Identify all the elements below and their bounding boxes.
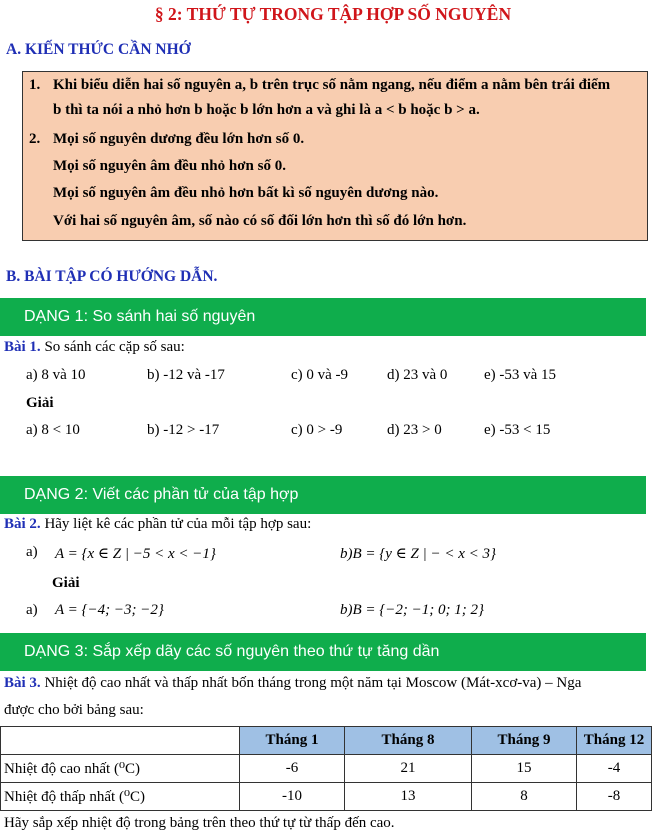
ex1-question: Bài 1. So sánh các cặp số sau: [4, 339, 185, 355]
table-cell: -4 [577, 755, 652, 783]
ex2-question: Bài 2. Hãy liệt kê các phần tử của mỗi tập hợp sau: [4, 516, 312, 532]
ex2-set-a: A = {x ∈ Z | −5 < x < −1} [55, 546, 216, 562]
ex1-item-d: d) 23 và 0 [387, 367, 448, 383]
table-cell: 21 [345, 755, 472, 783]
section-b-heading: B. BÀI TẬP CÓ HƯỚNG DẪN. [6, 268, 218, 285]
table-header-month8: Tháng 8 [345, 727, 472, 755]
table-cell: -6 [240, 755, 345, 783]
table-cell: 15 [472, 755, 577, 783]
knowledge-item-2-line2: Mọi số nguyên âm đều nhỏ hơn số 0. [53, 158, 286, 174]
ex2-set-b: b)B = {y ∈ Z | − < x < 3} [340, 546, 497, 562]
ex1-answer-e: e) -53 < 15 [484, 422, 551, 438]
table-cell: 13 [345, 783, 472, 811]
knowledge-item-1-cont: b thì ta nói a nhỏ hơn b hoặc b lớn hơn a và ghi là a < b hoặc b > a. [53, 102, 480, 118]
ex3-question-cont: được cho bởi bảng sau: [4, 702, 144, 718]
ex2-answer-b: b)B = {−2; −1; 0; 1; 2} [340, 602, 485, 618]
table-cell: 8 [472, 783, 577, 811]
table-header-month1: Tháng 1 [240, 727, 345, 755]
table-header-month12: Tháng 12 [577, 727, 652, 755]
dang1-banner: DẠNG 1: So sánh hai số nguyên [0, 298, 646, 336]
ex2-solution-label: Giải [52, 575, 80, 591]
row-label-high: Nhiệt độ cao nhất (⁰C) [1, 755, 240, 783]
knowledge-item-2-line4: Với hai số nguyên âm, số nào có số đối lớn hơn thì số đó lớn hơn. [53, 213, 467, 229]
table-row [1, 755, 652, 783]
ex3-question: Bài 3. Nhiệt độ cao nhất và thấp nhất bốn tháng trong một năm tại Moscow (Mát-xcơ-va) – Nga [4, 675, 582, 691]
ex2-answer-a: A = {−4; −3; −2} [55, 602, 164, 618]
table-header-empty [1, 727, 240, 755]
dang3-banner: DẠNG 3: Sắp xếp dãy các số nguyên theo thứ tự tăng dần [0, 633, 646, 671]
knowledge-item-1: 1. Khi biểu diễn hai số nguyên a, b trên trục số nằm ngang, nếu điểm a nằm bên trái điểm [29, 77, 611, 93]
ex1-item-e: e) -53 và 15 [484, 367, 557, 383]
ex1-item-a: a) 8 và 10 [26, 367, 86, 383]
row-label-low: Nhiệt độ thấp nhất (⁰C) [1, 783, 240, 811]
knowledge-item-2: 2. Mọi số nguyên dương đều lớn hơn số 0. [29, 131, 305, 147]
ex3-footer: Hãy sắp xếp nhiệt độ trong bảng trên theo thứ tự từ thấp đến cao. [4, 815, 395, 831]
table-cell: -8 [577, 783, 652, 811]
page-title: § 2: THỨ TỰ TRONG TẬP HỢP SỐ NGUYÊN [154, 4, 512, 24]
ex1-item-b: b) -12 và -17 [147, 367, 225, 383]
ex1-answer-a: a) 8 < 10 [26, 422, 80, 438]
table-row [1, 783, 652, 811]
ex1-answer-c: c) 0 > -9 [291, 422, 343, 438]
ex2-answer-a-label: a) [26, 602, 38, 618]
table-header-month9: Tháng 9 [472, 727, 577, 755]
ex1-solution-label: Giải [26, 395, 54, 411]
knowledge-item-2-line3: Mọi số nguyên âm đều nhỏ hơn bất kì số nguyên dương nào. [53, 185, 439, 201]
table-cell: -10 [240, 783, 345, 811]
ex1-item-c: c) 0 và -9 [291, 367, 349, 383]
dang2-banner: DẠNG 2: Viết các phần tử của tập hợp [0, 476, 646, 514]
ex1-answer-b: b) -12 > -17 [147, 422, 220, 438]
table-header-row [1, 727, 652, 755]
section-a-heading: A. KIẾN THỨC CẦN NHỚ [6, 41, 191, 58]
ex2-item-a-label: a) [26, 544, 38, 560]
knowledge-box [22, 71, 648, 241]
temperature-table [0, 726, 652, 811]
ex1-answer-d: d) 23 > 0 [387, 422, 442, 438]
